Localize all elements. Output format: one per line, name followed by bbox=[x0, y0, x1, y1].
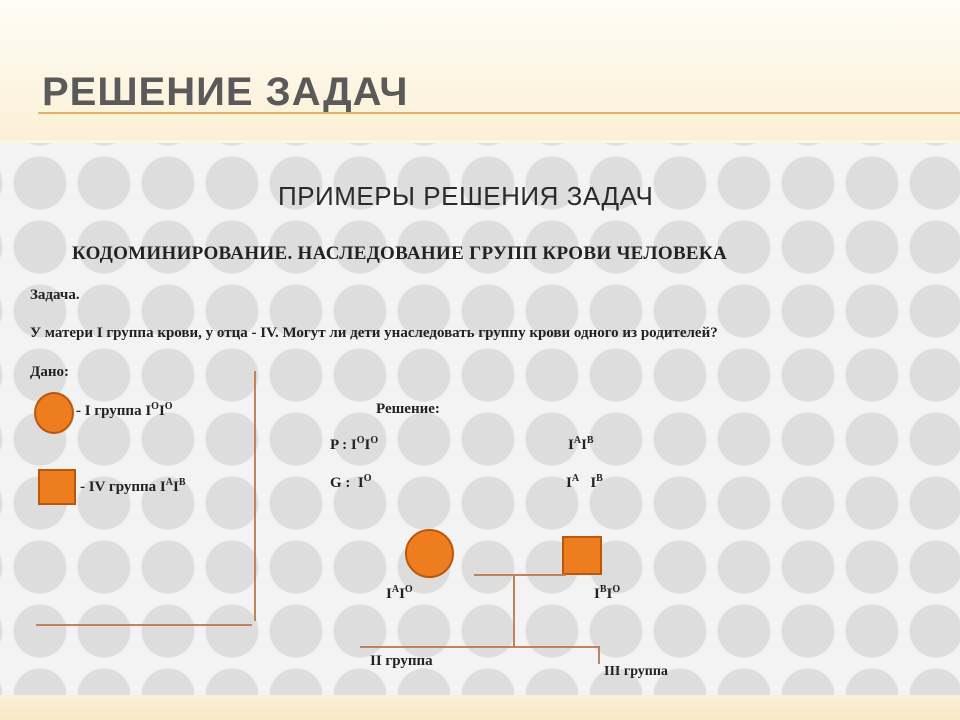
slide-title: РЕШЕНИЕ ЗАДАЧ bbox=[42, 70, 409, 114]
gametes-row-father: $I^A$ $I^B$ bbox=[566, 473, 603, 491]
child-genotype-right: $I^BI^O$ bbox=[594, 584, 621, 602]
parents-row-mother: P : $I^OI^O$ bbox=[330, 435, 379, 453]
pedigree-sibling-line bbox=[474, 574, 566, 576]
pedigree-descent-line bbox=[513, 574, 515, 647]
gametes-row-mother: G : $I^O$ bbox=[330, 473, 372, 491]
pedigree-right-tick bbox=[598, 646, 600, 664]
content-image bbox=[0, 143, 960, 695]
child-genotype-left: $I^AI^O$ bbox=[386, 584, 413, 602]
child-right-label: III группа bbox=[604, 664, 668, 679]
task-label: Задача. bbox=[30, 287, 80, 303]
given-father: - IV группа $I^AI^B$ bbox=[80, 477, 186, 495]
given-mother: - I группа $I^OI^O$ bbox=[76, 401, 173, 419]
given-label: Дано: bbox=[30, 364, 69, 380]
divider-vertical bbox=[254, 371, 256, 621]
image-subheading: КОДОМИНИРОВАНИЕ. НАСЛЕДОВАНИЕ ГРУПП КРОВИ ЧЕЛОВЕКА bbox=[72, 243, 727, 264]
child-left-label: II группа bbox=[370, 653, 433, 669]
title-rule bbox=[38, 112, 960, 114]
female-symbol-circle bbox=[34, 392, 74, 434]
divider-horizontal bbox=[36, 624, 252, 626]
male-symbol-square bbox=[38, 469, 76, 505]
task-text: У матери I группа крови, у отца - IV. Могут ли дети унаследовать группу крови одного из родителей? bbox=[30, 325, 718, 341]
solution-label: Решение: bbox=[376, 401, 440, 417]
pedigree-offspring-line bbox=[360, 646, 598, 648]
image-heading: ПРИМЕРЫ РЕШЕНИЯ ЗАДАЧ bbox=[278, 181, 654, 211]
footer-strip bbox=[0, 695, 960, 720]
child-square-symbol bbox=[562, 536, 602, 575]
child-circle-symbol bbox=[405, 529, 454, 578]
parents-row-father: $I^AI^B$ bbox=[568, 435, 594, 453]
